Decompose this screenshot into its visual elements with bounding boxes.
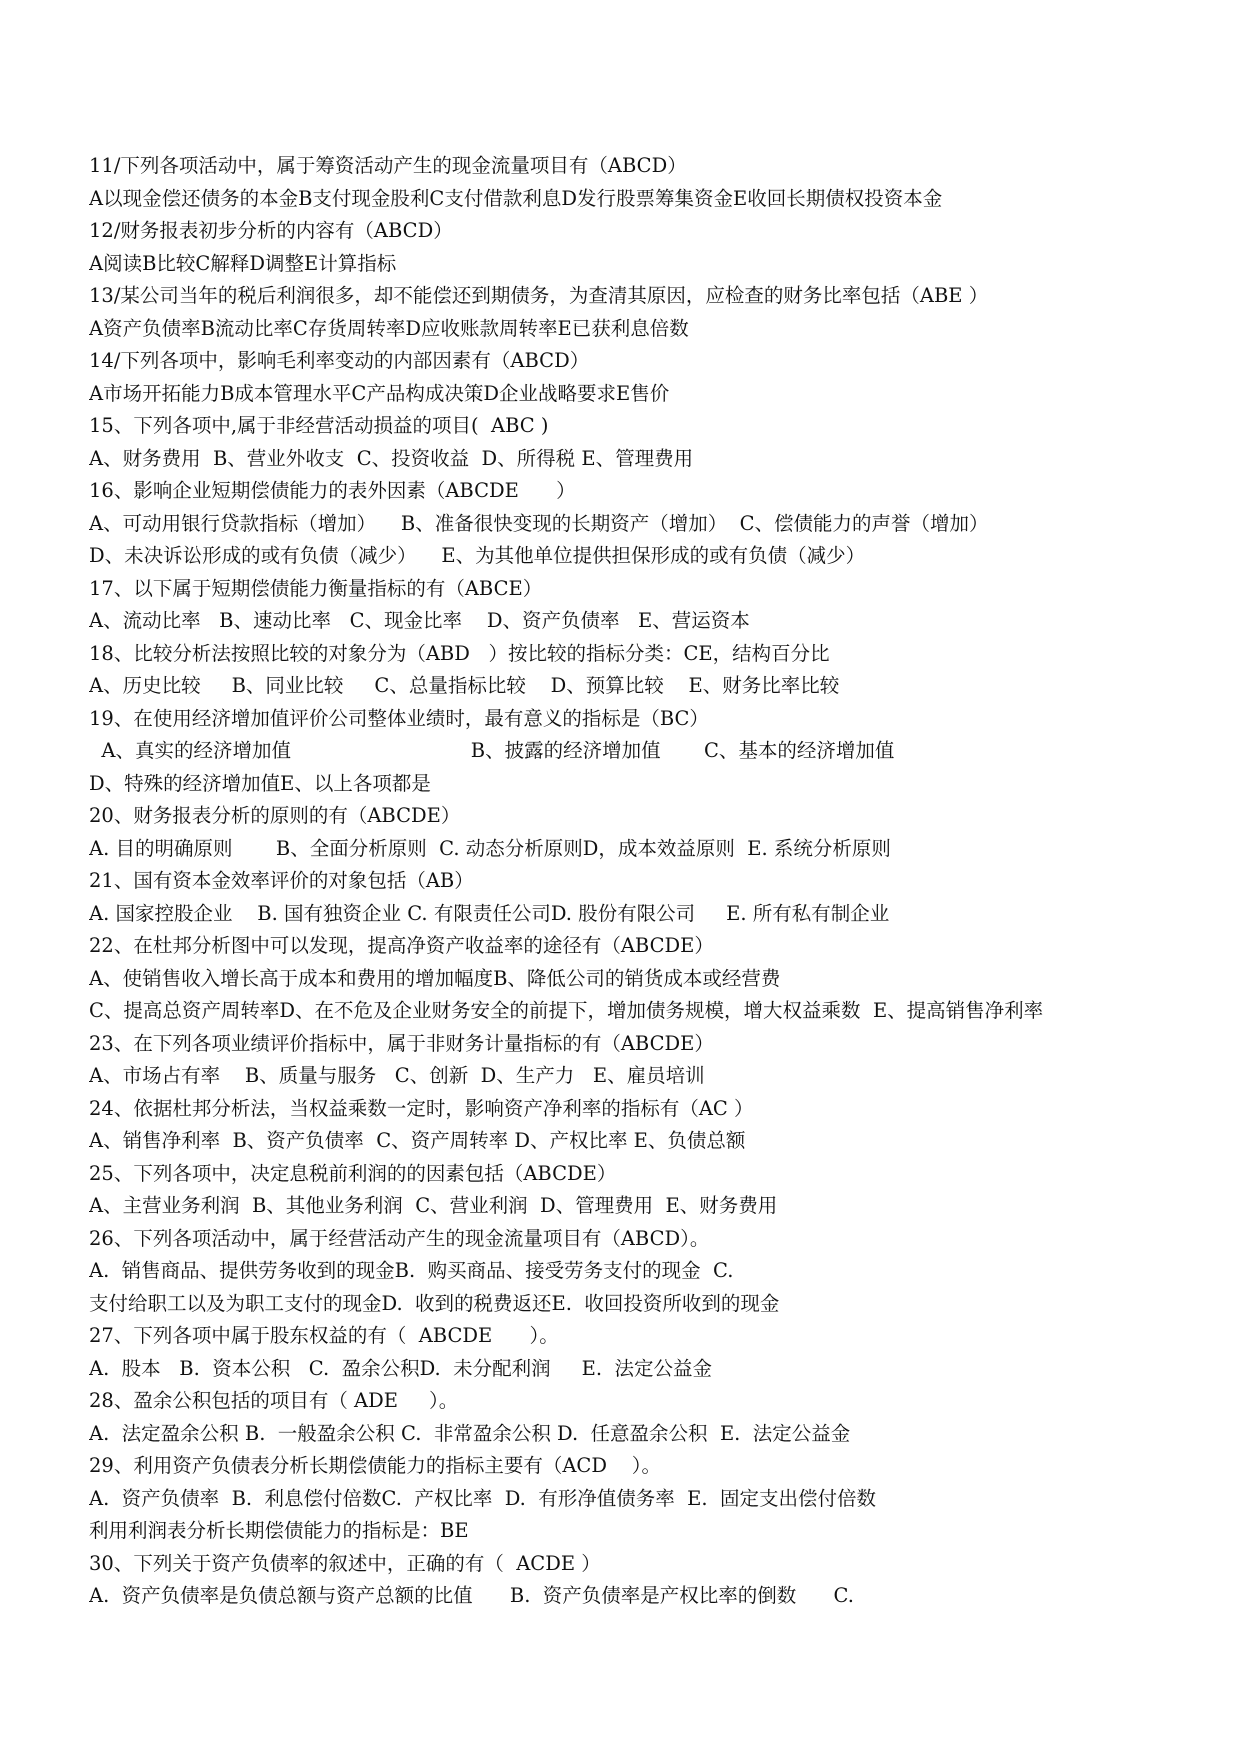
text-line: 28、盈余公积包括的项目有（ ADE ）。 <box>89 1389 459 1412</box>
text-line: 13/某公司当年的税后利润很多，却不能偿还到期债务，为查清其原因，应检查的财务比率包括（ABE ） <box>89 284 989 307</box>
text-line: 利用利润表分析长期偿债能力的指标是：BE <box>89 1519 469 1542</box>
text-line: A、流动比率 B、速动比率 C、现金比率 D、资产负债率 E、营运资本 <box>89 609 750 632</box>
text-line: D、特殊的经济增加值E、以上各项都是 <box>89 771 431 795</box>
text-line: A市场开拓能力B成本管理水平C产品构成决策D企业战略要求E售价 <box>89 381 670 405</box>
text-line: 14/下列各项中，影响毛利率变动的内部因素有（ABCD） <box>89 349 590 372</box>
text-line: A. 资产负债率是负债总额与资产总额的比值 B. 资产负债率是产权比率的倒数 C. <box>89 1584 854 1607</box>
text-line: 25、下列各项中，决定息税前利润的的因素包括（ABCDE） <box>89 1161 617 1185</box>
text-line: A、真实的经济增加值 B、披露的经济增加值 C、基本的经济增加值 <box>89 739 895 762</box>
text-line: A、销售净利率 B、资产负债率 C、资产周转率 D、产权比率 E、负债总额 <box>89 1129 746 1152</box>
text-line: A. 资产负债率 B. 利息偿付倍数C. 产权比率 D. 有形净值债务率 E. 固定支出偿付倍数 <box>89 1486 876 1510</box>
text-line: A. 法定盈余公积 B. 一般盈余公积 C. 非常盈余公积 D. 任意盈余公积 E. 法定公益金 <box>89 1421 851 1445</box>
text-line: D、未决诉讼形成的或有负债（减少） E、为其他单位提供担保形成的或有负债（减少） <box>89 544 866 567</box>
document-body <box>89 150 1209 1613</box>
text-line: 22、在杜邦分析图中可以发现，提高净资产收益率的途径有（ABCDE） <box>89 934 714 957</box>
text-line: C、提高总资产周转率D、在不危及企业财务安全的前提下，增加债务规模，增大权益乘数 E、提高销售净利率 <box>89 999 1044 1022</box>
text-line: 支付给职工以及为职工支付的现金D. 收到的税费返还E. 收回投资所收到的现金 <box>89 1291 780 1315</box>
text-line: 11/下列各项活动中，属于筹资活动产生的现金流量项目有（ABCD） <box>89 154 687 177</box>
text-line: 21、国有资本金效率评价的对象包括（AB） <box>89 869 474 892</box>
text-line: 26、下列各项活动中，属于经营活动产生的现金流量项目有（ABCD）。 <box>89 1226 710 1250</box>
text-line: A. 国家控股企业 B. 国有独资企业 C. 有限责任公司D. 股份有限公司 E. 所有私有制企业 <box>89 901 890 925</box>
text-line: A、市场占有率 B、质量与服务 C、创新 D、生产力 E、雇员培训 <box>89 1064 705 1087</box>
text-line: 20、财务报表分析的原则的有（ABCDE） <box>89 804 461 827</box>
text-line: A阅读B比较C解释D调整E计算指标 <box>89 251 397 275</box>
text-line: 29、利用资产负债表分析长期偿债能力的指标主要有（ACD ）。 <box>89 1454 661 1477</box>
text-line: 17、以下属于短期偿债能力衡量指标的有（ABCE） <box>89 576 543 600</box>
text-line: A、历史比较 B、同业比较 C、总量指标比较 D、预算比较 E、财务比率比较 <box>89 674 840 697</box>
text-line: A. 销售商品、提供劳务收到的现金B. 购买商品、接受劳务支付的现金 C. <box>89 1259 734 1282</box>
text-line: 16、影响企业短期偿债能力的表外因素（ABCDE ） <box>89 479 576 502</box>
text-line: A、主营业务利润 B、其他业务利润 C、营业利润 D、管理费用 E、财务费用 <box>89 1194 778 1217</box>
text-line: 23、在下列各项业绩评价指标中，属于非财务计量指标的有（ABCDE） <box>89 1031 714 1055</box>
text-line: 24、依据杜邦分析法，当权益乘数一定时，影响资产净利率的指标有（AC ） <box>89 1096 754 1120</box>
text-line: 30、下列关于资产负债率的叙述中，正确的有（ ACDE ） <box>89 1551 601 1575</box>
text-line: 12/财务报表初步分析的内容有（ABCD） <box>89 219 453 242</box>
text-line: 15、下列各项中,属于非经营活动损益的项目( ABC ) <box>89 414 549 437</box>
text-line: 18、比较分析法按照比较的对象分为（ABD ）按比较的指标分类：CE，结构百分比 <box>89 641 830 665</box>
text-line: A. 目的明确原则 B、全面分析原则 C. 动态分析原则D，成本效益原则 E. 系统分析原则 <box>89 836 891 860</box>
text-line: A、使销售收入增长高于成本和费用的增加幅度B、降低公司的销货成本或经营费 <box>89 966 781 990</box>
text-line: 19、在使用经济增加值评价公司整体业绩时，最有意义的指标是（BC） <box>89 706 709 730</box>
text-line: A. 股本 B. 资本公积 C. 盈余公积D. 未分配利润 E. 法定公益金 <box>89 1356 712 1380</box>
text-line: A、财务费用 B、营业外收支 C、投资收益 D、所得税 E、管理费用 <box>89 446 694 470</box>
text-line: A以现金偿还债务的本金B支付现金股利C支付借款利息D发行股票筹集资金E收回长期债权投资本金 <box>89 186 943 210</box>
text-line: 27、下列各项中属于股东权益的有（ ABCDE ）。 <box>89 1324 559 1347</box>
text-line: A资产负债率B流动比率C存货周转率D应收账款周转率E已获利息倍数 <box>89 316 689 340</box>
text-line: A、可动用银行贷款指标（增加） B、准备很快变现的长期资产（增加） C、偿债能力的声誉（增加） <box>89 511 989 535</box>
